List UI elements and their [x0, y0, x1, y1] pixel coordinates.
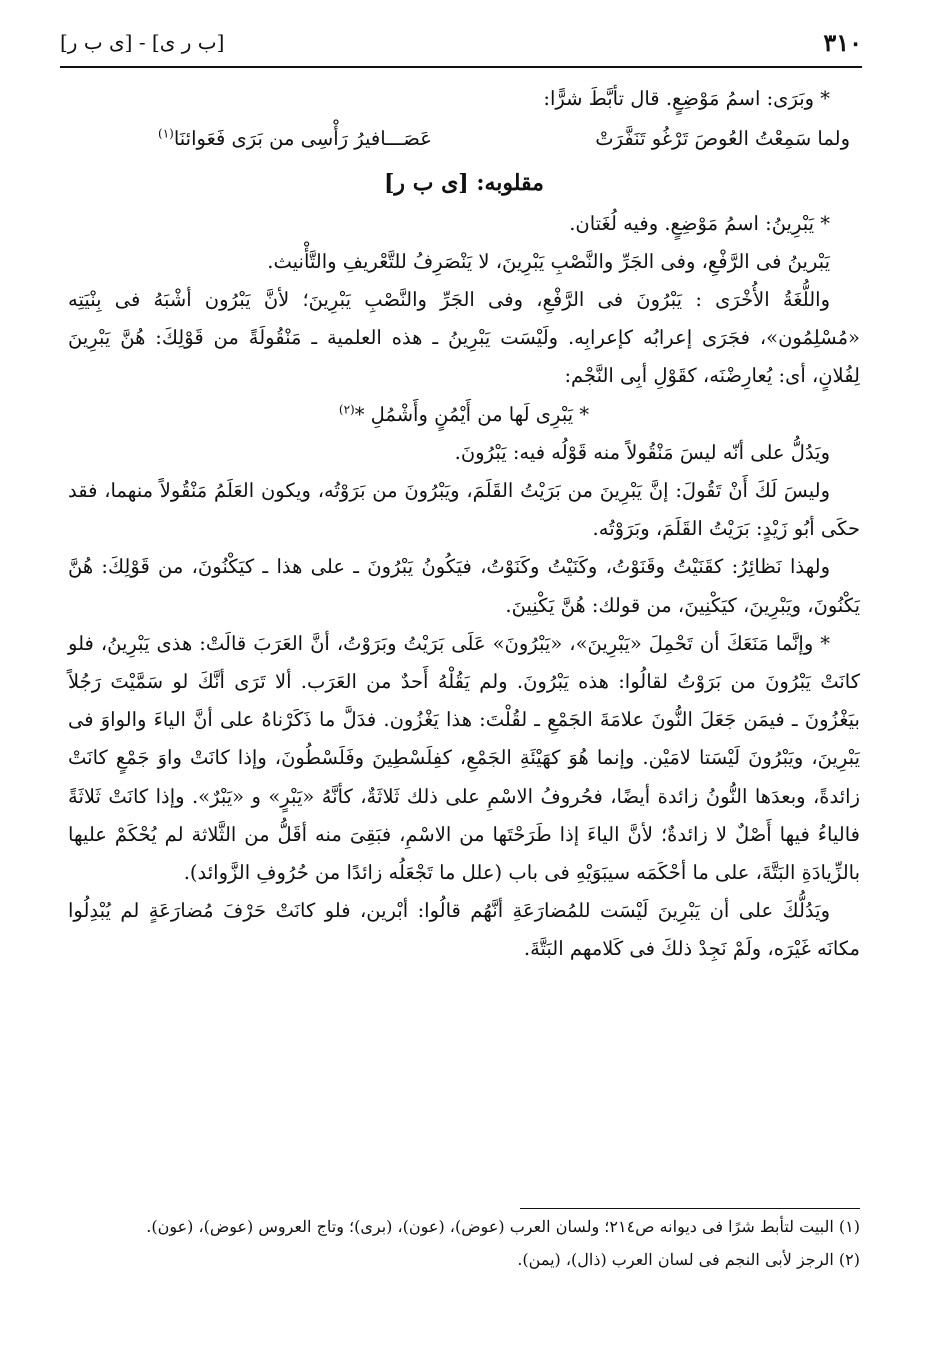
paragraph-argument: * وإنَّما مَنَعَكَ أن تَحْمِلَ «يَبْرِينَ»، «يَبْرُونَ» عَلَى بَرَيْتُ وبَرَوْتُ، أنَّ العَرَبَ قالَتْ: هذى يَبْرِينُ، فلو كانَتْ يَبْرُونَ من بَرَوْتُ لقالُوا: هذه يَبْرُونَ. ولم يَقُلْهُ أَحدٌ من العَرَب. ألا تَرَى أنَّكَ لو سَمَّيْتَ رَجُلاً بيَغْزُونَ ـ فيمَن جَعَلَ النُّونَ علامَةَ الجَمْعِ ـ لقُلْتَ: هذا يَغْزُون. فدَلَّ ما ذَكَرْناهُ على أنَّ الياءَ والواوَ فى يَبْرِينَ، ويَبْرُونَ لَيْسَتا لامَيْن. وإنما هُوَ كهَيْئَةِ الجَمْعِ، كفِلَسْطِينَ وفَلَسْطُونَ، وإذا كانَتْ واوَ جَمْعٍ كانَتْ زائدةً، وبعدَها النُّونُ زائدة أيضًا، فحُروفُ الاسْمِ على ذلك ثَلاثَةٌ، كأنَّهُ «يَبْرٍ» و «يَبْرٌ». وإذا كانَتْ ثَلاثَةً فالياءُ فيها أَصْلٌ لا زائدةٌ؛ لأنَّ الياءَ إذا طَرَحْتَها من الاسْمِ، فبَقِىَ منه أقَلُّ من الثَّلاثة لم يُحْكَمْ عليها بالزِّيادَةِ البَتَّةَ، على ما أحْكَمَه سيبَوَيْهِ فى باب (علل ما تَجْعَلُه زائدًا من حُرُوفِ الزَّوائد).	[68, 631, 860, 885]
paragraph-not-derived: وليسَ لَكَ أَنْ تَقُولَ: إنَّ يَبْرِينَ من بَرَيْتُ القَلَمَ، ويَبْرُونَ من بَرَوْتُه، ويكون العَلَمُ مَنْقُولاً منهما، فقد حكَى أبُو زَيْدٍ: بَرَيْتُ القَلَمَ، وبَرَوْتُه.	[68, 479, 860, 541]
verse-2-text: * يَبْرِى لَها من أَيْمُنٍ وأَشْمُلِ *	[354, 402, 590, 426]
paragraph-bara: * وبَرَى: اسمُ مَوْضِعٍ. قال تأبَّطَ شرًّا:	[543, 87, 830, 110]
footnote-rule	[520, 1208, 860, 1209]
running-head: [ب ر ى] - [ى ب ر]	[60, 30, 225, 54]
verse-1-first-hemistich: ولما سَمِعْتُ العُوصَ تَرْغُو تَنَفَّرَتْ	[595, 127, 850, 151]
verse-1	[68, 120, 860, 158]
verse-1-second-hemistich-wrap	[158, 120, 432, 158]
main-text	[68, 80, 860, 969]
header-rule	[60, 66, 862, 68]
page-header	[60, 28, 862, 62]
paragraph-yabrin: * يَبْرِينُ: اسمُ مَوْضِعٍ. وفيه لُغَتان.	[569, 211, 830, 235]
paragraph-evidence: ويَدُلُّ على أنّه ليسَ مَنْقُولاً منه قَوْلُه فيه: يَبْرُونَ.	[454, 440, 830, 464]
footnote-2: (٢) الرجز لأبى النجم فى لسان العرب (ذال)، (يمن).	[517, 1250, 860, 1269]
footnote-ref-2: (٢)	[338, 402, 355, 417]
footnote-ref-1: (١)	[158, 126, 174, 141]
page-number: ٣١٠	[823, 28, 862, 57]
verse-2	[68, 396, 860, 434]
verse-1-second-hemistich: عَصَـــافيرُ رَأْسِى من بَرَى فَعَوائنَا	[173, 127, 432, 151]
paragraph-parallels: ولهذا نَظائِرُ: كقَنَيْتُ وقَنَوْتُ، وكَنَيْتُ وكَنَوْتُ، فيَكُونُ يَبْرُونَ ـ على هذا ـ كيَكْنُونَ، من قَوْلِكَ: هُنَّ يَكْنُونَ، ويَبْرِينَ، كيَكْنِينَ، من قولك: هُنَّ يَكْنِينَ.	[68, 555, 860, 617]
paragraph-declension: يَبْرينُ فى الرَّفْعِ، وفى الجَرِّ والنَّصْبِ يَبْرِينَ، لا يَنْصَرِفُ للتَّعْريفِ والتَّأْنيث.	[267, 249, 830, 273]
paragraph-conclusion: ويَدُلُّكَ على أن يَبْرِينَ لَيْسَت للمُضارَعَةِ أنَّهُم قالُوا: أبْرين، فلو كانَتْ حَرْفَ مُضارَعَةٍ لم يُبْدِلُوا مكانَه غَيْرَه، ولَمْ نَجِدْ ذلكَ فى كَلامهم البَتَّةَ.	[68, 899, 860, 961]
footnote-1: (١) البيت لتأبط شرًا فى ديوانه ص٢١٤؛ ولسان العرب (عوض)، (عون)، (برى)؛ وتاج العروس (عوض)، (عون).	[146, 1217, 860, 1236]
footnotes	[68, 1212, 860, 1274]
section-heading: مقلوبه: [ى ب ر]	[384, 170, 544, 197]
paragraph-other-dialect: واللُّغَةُ الأُخْرَى : يَبْرُونَ فى الرَّفْعِ، وفى الجَرِّ والنَّصْبِ يَبْرِينَ؛ لأنَّ يَبْرُون أشْبَهُ فى بِنْيَتِه «مُسْلِمُون»، فجَرَى إعرابُه كإعرابِه. ولَيْسَت يَبْرِينُ ـ هذه العلمية ـ مَنْقُولَةً من قَوْلِكَ: هُنَّ يَبْرِينَ لِفُلانٍ، أى: يُعارِضْنَه، كقَوْلِ أبِى النَّجْم:	[68, 288, 860, 388]
